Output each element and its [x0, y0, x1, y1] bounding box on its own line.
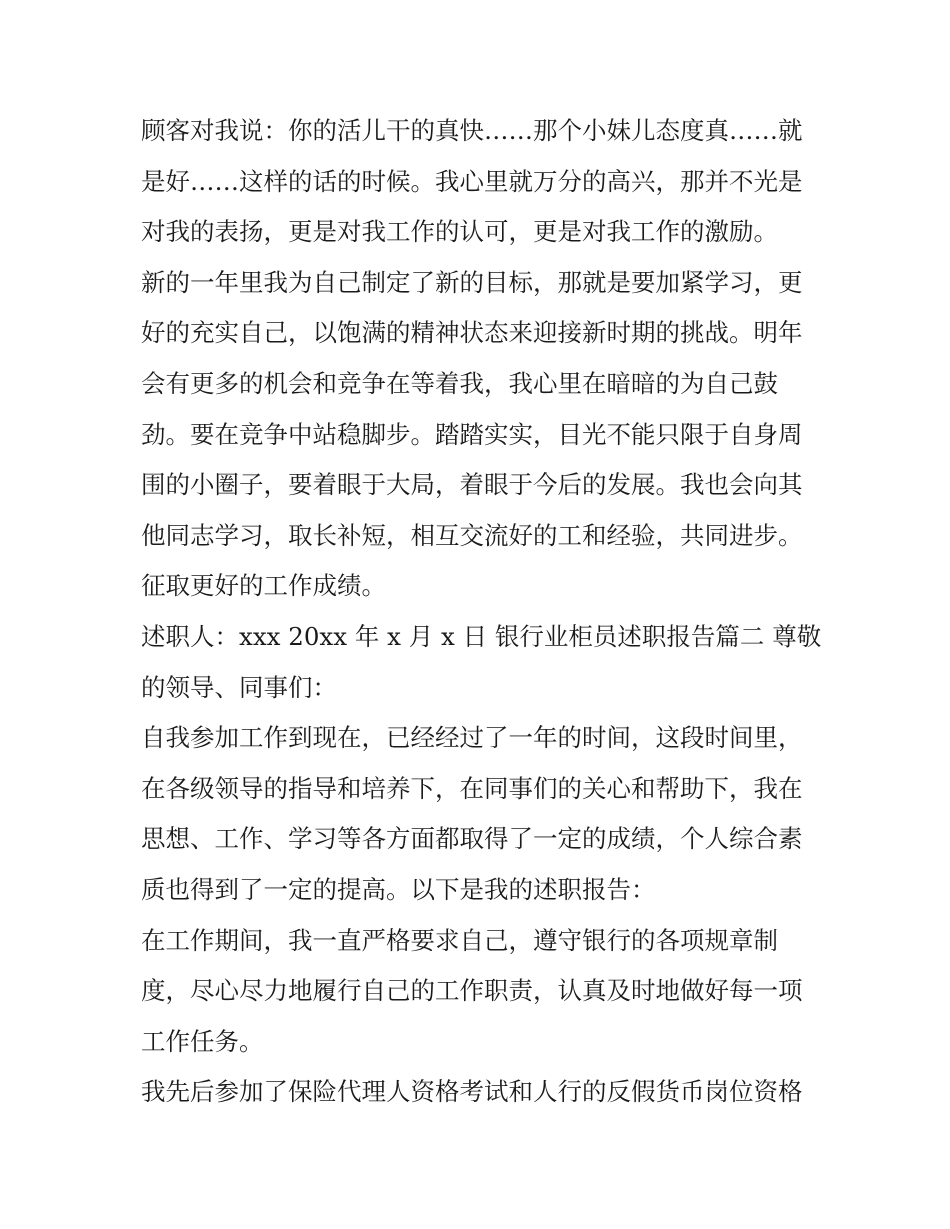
text-line: 在工作期间，我一直严格要求自己，遵守银行的各项规章制 [141, 925, 778, 955]
text-line: 在各级领导的指导和培养下，在同事们的关心和帮助下，我在 [141, 773, 803, 803]
text-line: 新的一年里我为自己制定了新的目标，那就是要加紧学习，更 [141, 267, 803, 297]
text-line: 思想、工作、学习等各方面都取得了一定的成绩，个人综合素 [141, 824, 803, 854]
text-line: 自我参加工作到现在，已经经过了一年的时间，这段时间里， [141, 723, 803, 753]
text-line: 会有更多的机会和竞争在等着我，我心里在暗暗的为自己鼓 [141, 368, 778, 398]
text-line: 我先后参加了保险代理人资格考试和人行的反假货币岗位资格 [141, 1077, 803, 1107]
text-line: 征取更好的工作成绩。 [141, 571, 386, 601]
body-text [141, 106, 821, 1118]
text-line: 他同志学习，取长补短，相互交流好的工和经验，共同进步。 [141, 520, 803, 550]
text-line: 好的充实自己，以饱满的精神状态来迎接新时期的挑战。明年 [141, 318, 803, 348]
text-line: 述职人：xxx 20xx 年 x 月 x 日 银行业柜员述职报告篇二 尊敬 [141, 621, 822, 651]
text-line: 的领导、同事们： [141, 672, 337, 702]
text-line: 是好……这样的话的时候。我心里就万分的高兴，那并不光是 [141, 166, 803, 196]
text-line: 质也得到了一定的提高。以下是我的述职报告： [141, 874, 656, 904]
text-line: 度，尽心尽力地履行自己的工作职责，认真及时地做好每一项 [141, 976, 803, 1006]
text-line: 劲。要在竞争中站稳脚步。踏踏实实，目光不能只限于自身周 [141, 419, 803, 449]
text-line: 对我的表扬，更是对我工作的认可，更是对我工作的激励。 [141, 217, 778, 247]
text-line: 工作任务。 [141, 1026, 264, 1056]
text-line: 围的小圈子，要着眼于大局，着眼于今后的发展。我也会向其 [141, 470, 803, 500]
text-line: 顾客对我说：你的活儿干的真快……那个小妹儿态度真……就 [141, 116, 803, 145]
